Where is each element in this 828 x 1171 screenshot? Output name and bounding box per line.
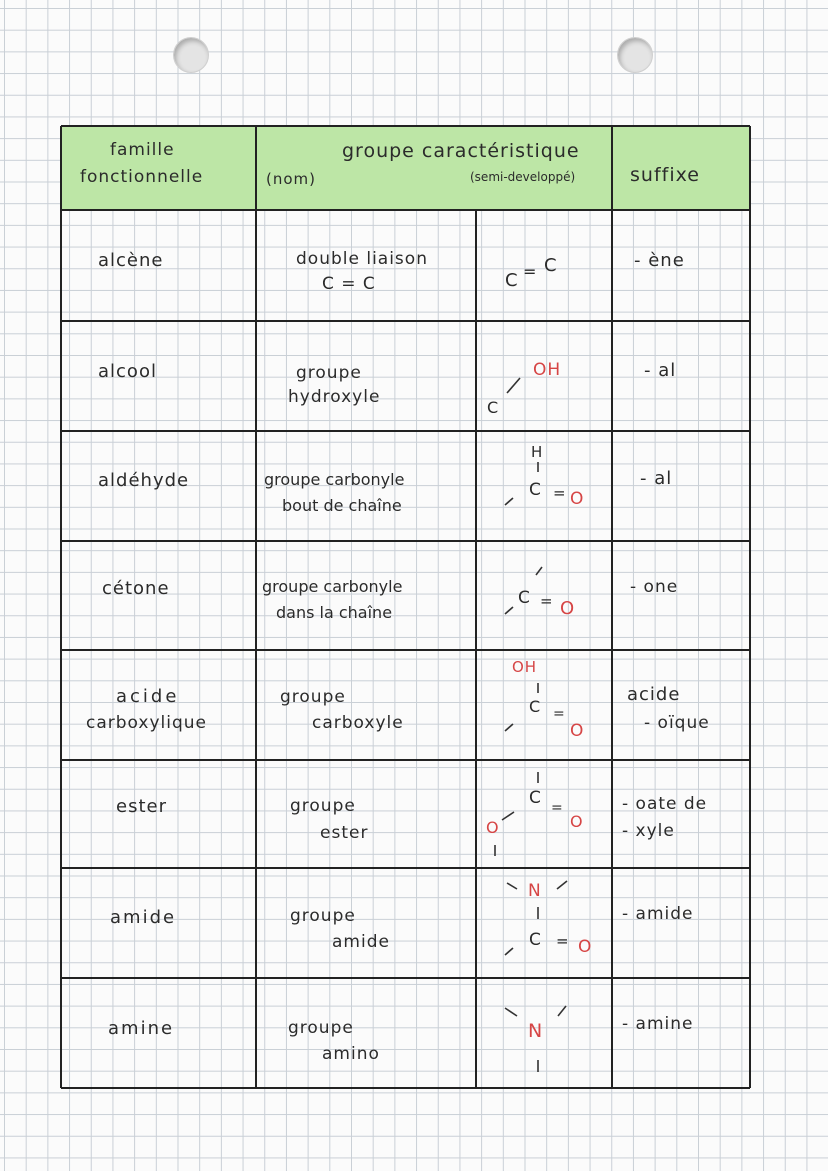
row-aldehyde-famille: aldéhyde [98, 470, 190, 491]
atom-c-right: C [544, 255, 558, 276]
row-amide-famille: amide [110, 907, 177, 928]
atom-c: C [518, 588, 531, 608]
header-groupe-title: groupe caractéristique [342, 140, 580, 162]
row-amine-famille: amine [108, 1018, 175, 1039]
atom-o: O [560, 598, 576, 619]
bond-amide-left-c [505, 948, 513, 955]
atom-n: N [528, 1020, 544, 1042]
row-alcool-nom1: groupe [296, 363, 362, 383]
bond-double: = [553, 484, 567, 502]
row-cetone-nom1: groupe carbonyle [262, 577, 403, 596]
atom-c: C [529, 480, 542, 500]
row-alcool-famille: alcool [98, 361, 157, 382]
row-alcene-suffixe: - ène [634, 250, 685, 271]
header-famille-line2: fonctionnelle [80, 167, 204, 187]
row-amine-suffixe: - amine [622, 1014, 694, 1034]
bond-double: = [551, 800, 564, 816]
bond-amine-left-n [505, 1008, 517, 1016]
row-alcene-famille: alcène [98, 250, 164, 271]
row-aldehyde-nom2: bout de chaîne [282, 496, 402, 515]
row-cetone-nom2: dans la chaîne [276, 603, 393, 622]
row-acide-suffixe1: acide [627, 684, 681, 705]
row-ester-suffixe2: - xyle [622, 821, 675, 841]
row-amide-suffixe: - amide [622, 904, 694, 924]
atom-c: C [529, 930, 542, 950]
row-amide-nom2: amide [332, 932, 390, 952]
atom-c-left: C [505, 270, 519, 291]
bond-double: = [553, 706, 566, 722]
bond-acide-left [505, 724, 513, 731]
bond-alcool-c-oh [507, 378, 520, 393]
row-alcool-suffixe: - al [644, 360, 677, 381]
row-amine-nom2: amino [322, 1044, 380, 1064]
atom-oh: OH [533, 360, 562, 380]
row-cetone-famille: cétone [102, 578, 170, 599]
bond-ester-o-c [502, 812, 514, 820]
atom-h: H [531, 443, 544, 461]
row-aldehyde-nom1: groupe carbonyle [264, 470, 405, 489]
atom-c: C [529, 697, 542, 716]
bond-double: = [523, 262, 538, 281]
bond-double: = [540, 592, 554, 610]
atom-o-single: O [486, 818, 500, 837]
row-ester-nom2: ester [320, 823, 369, 843]
row-ester-famille: ester [116, 796, 167, 817]
header-famille-line1: famille [110, 140, 175, 160]
row-alcene-nom2: C = C [322, 274, 376, 294]
row-aldehyde-suffixe: - al [640, 468, 673, 489]
row-acide-famille1: acide [116, 686, 180, 707]
bond-aldehyde-left [505, 498, 513, 505]
row-cetone-suffixe: - one [630, 577, 679, 597]
row-ester-suffixe1: - oate de [622, 794, 708, 814]
bond-cetone-left [505, 607, 513, 614]
header-groupe-semi: (semi-developpé) [470, 170, 576, 184]
row-acide-nom1: groupe [280, 687, 346, 707]
bond-double: = [556, 932, 570, 950]
atom-o: O [570, 721, 585, 741]
row-amide-nom1: groupe [290, 906, 356, 926]
atom-c: C [529, 788, 542, 808]
row-alcool-nom2: hydroxyle [288, 387, 381, 407]
atom-o: O [570, 489, 585, 509]
bond-cetone-top [536, 567, 542, 575]
row-acide-famille2: carboxylique [86, 713, 208, 733]
header-groupe-nom: (nom) [266, 170, 316, 188]
row-amine-nom1: groupe [288, 1018, 354, 1038]
row-acide-nom2: carboxyle [312, 713, 404, 733]
atom-c: C [487, 398, 500, 417]
bond-amide-right-n [557, 881, 567, 889]
row-alcene-nom1: double liaison [296, 249, 428, 269]
header-suffixe: suffixe [630, 164, 700, 186]
bond-amine-right-n [558, 1006, 566, 1016]
atom-oh: OH [512, 658, 538, 676]
atom-o: O [578, 937, 593, 957]
row-ester-nom1: groupe [290, 796, 356, 816]
atom-o-double: O [570, 812, 584, 831]
bond-amide-left-n [507, 883, 517, 889]
row-acide-suffixe2: - oïque [644, 713, 710, 733]
atom-n: N [528, 881, 542, 901]
